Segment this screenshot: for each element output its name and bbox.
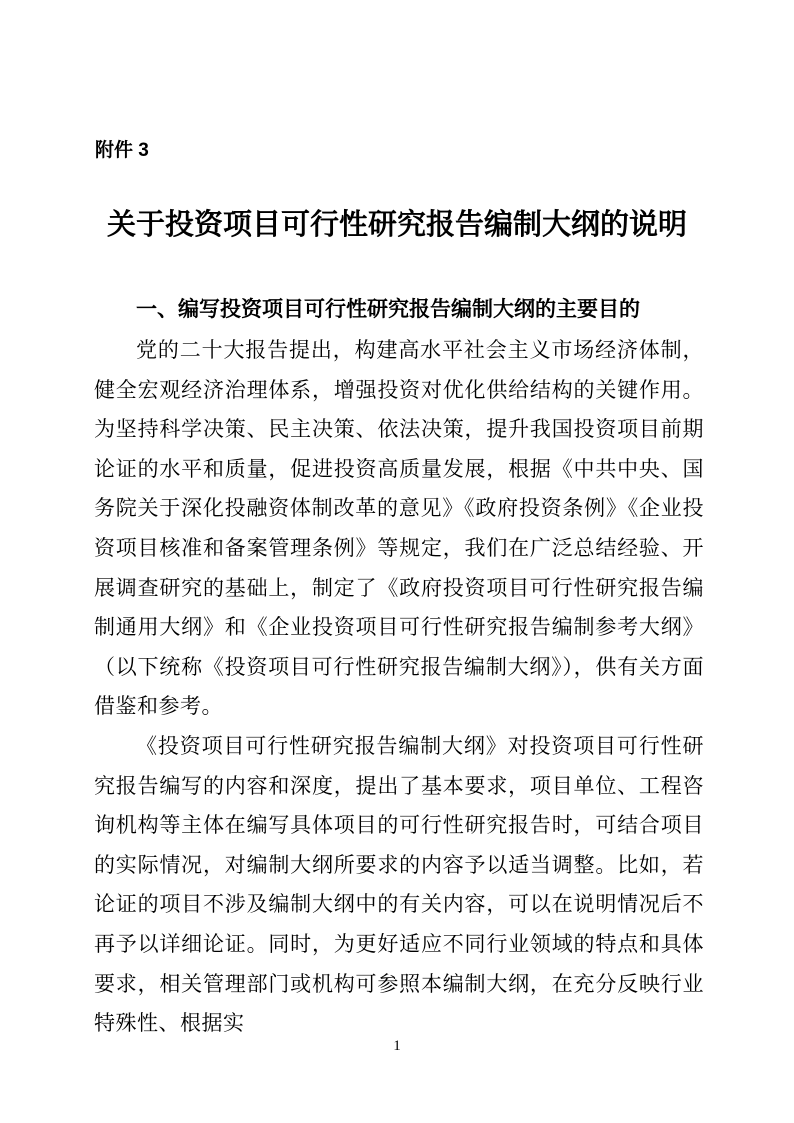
section-heading: 一、编写投资项目可行性研究报告编制大纲的主要目的 <box>136 298 640 321</box>
page-number: 1 <box>393 1038 401 1054</box>
paragraph-2: 《投资项目可行性研究报告编制大纲》对投资项目可行性研究报告编写的内容和深度，提出了基本要求，项目单位、工程咨询机构等主体在编写具体项目的可行性研究报告时，可结合项目的实际情况，对编制大纲所要求的内容予以适当调整。比如，若论证的项目不涉及编制大纲中的有关内容，可以在说明情况后不再予以详细论证。同时，为更好适应不同行业领域的特点和具体要求，相关管理部门或机构可参照本编制大纲，在充分反映行业特殊性、根据实 <box>94 733 704 1036</box>
paragraph-1: 党的二十大报告提出，构建高水平社会主义市场经济体制，健全宏观经济治理体系，增强投资对优化供给结构的关键作用。为坚持科学决策、民主决策、依法决策，提升我国投资项目前期论证的水平和质量，促进投资高质量发展，根据《中共中央、国务院关于深化投融资体制改革的意见》《政府投资条例》《企业投资项目核准和备案管理条例》等规定，我们在广泛总结经验、开展调查研究的基础上，制定了《政府投资项目可行性研究报告编制通用大纲》和《企业投资项目可行性研究报告编制参考大纲》（以下统称《投资项目可行性研究报告编制大纲》），供有关方面借鉴和参考。 <box>94 338 704 719</box>
document-title: 关于投资项目可行性研究报告编制大纲的说明 <box>106 209 687 241</box>
document-body <box>94 331 704 1044</box>
attachment-label: 附件 3 <box>95 140 149 161</box>
